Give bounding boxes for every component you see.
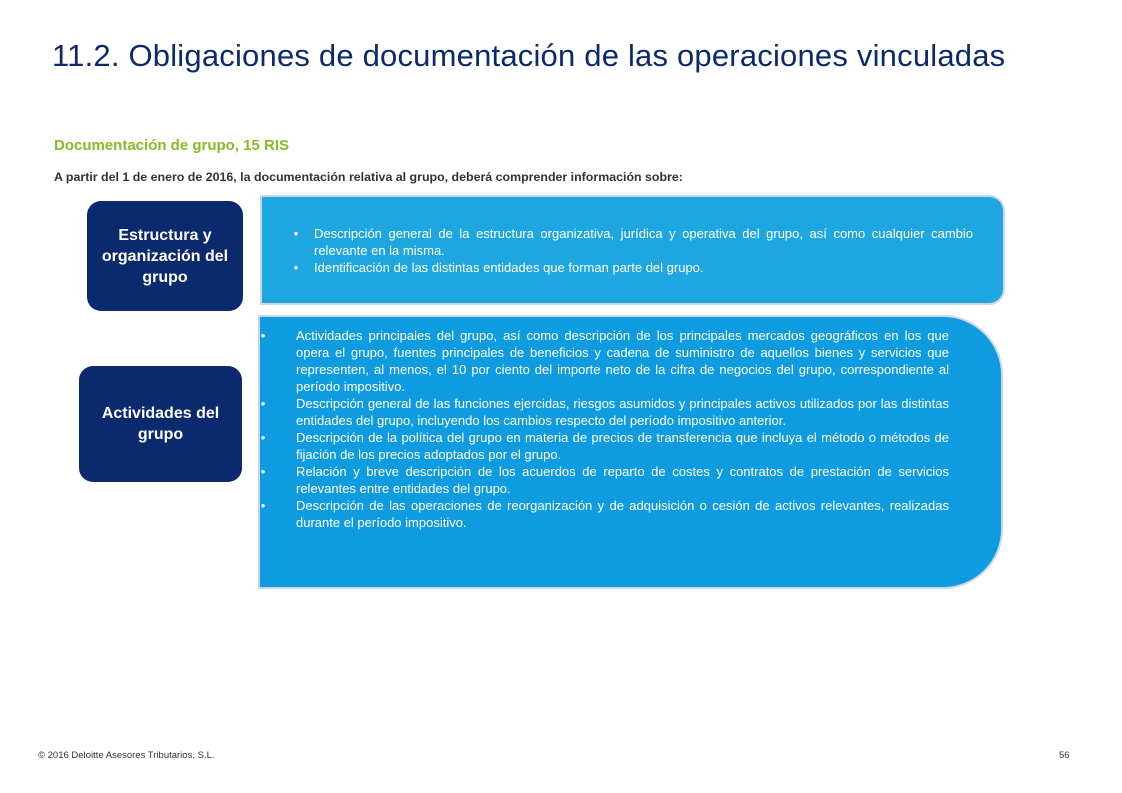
footer-copyright: © 2016 Deloitte Asesores Tributarios, S.L. [38, 750, 215, 761]
content-actividades [258, 315, 1003, 589]
bullet-icon: • [260, 464, 266, 479]
bullet-list-actividades [260, 327, 949, 531]
list-item: • Descripción general de las funciones ejercidas, riesgos asumidos y principales activos utilizados por las distintas entidades del grupo, incluyendo los cambios respecto del período impositivo anterior. [260, 396, 949, 428]
bullet-list-estructura [286, 225, 973, 276]
list-item: • Descripción de la política del grupo en materia de precios de transferencia que incluya el método o métodos de fijación de los precios adoptados por el grupo. [260, 430, 949, 462]
list-item: • Descripción general de la estructura organizativa, jurídica y operativa del grupo, así como cualquier cambio relevante en la misma. [286, 225, 973, 259]
section-subtitle: Documentación de grupo, 15 RIS [54, 137, 290, 154]
intro-text: A partir del 1 de enero de 2016, la documentación relativa al grupo, deberá comprender información sobre: [54, 170, 683, 184]
label-actividades: Actividades del grupo [79, 366, 242, 482]
page-number: 56 [1059, 750, 1070, 761]
page-title: 11.2. Obligaciones de documentación de las operaciones vinculadas [52, 38, 1006, 73]
content-estructura [260, 195, 1005, 305]
list-item: • Descripción de las operaciones de reorganización y de adquisición o cesión de activos relevantes, realizadas durante el período impositivo. [260, 498, 949, 530]
list-item: • Identificación de las distintas entidades que forman parte del grupo. [286, 259, 973, 276]
bullet-icon: • [260, 498, 266, 513]
bullet-icon: • [260, 430, 266, 445]
bullet-icon: • [293, 260, 299, 275]
label-estructura: Estructura y organización del grupo [87, 201, 243, 311]
bullet-icon: • [293, 226, 299, 241]
bullet-icon: • [260, 328, 266, 343]
list-item: • Relación y breve descripción de los acuerdos de reparto de costes y contratos de prestación de servicios relevantes entre entidades del grupo. [260, 464, 949, 496]
bullet-icon: • [260, 396, 266, 411]
list-item: • Actividades principales del grupo, así como descripción de los principales mercados geográficos en los que opera el grupo, fuentes principales de beneficios y cadena de suministro de aquellos bienes y servicios que representen, al menos, el 10 por ciento del importe neto de la cifra de negocios del grupo, correspondiente al período impositivo. [260, 328, 949, 394]
